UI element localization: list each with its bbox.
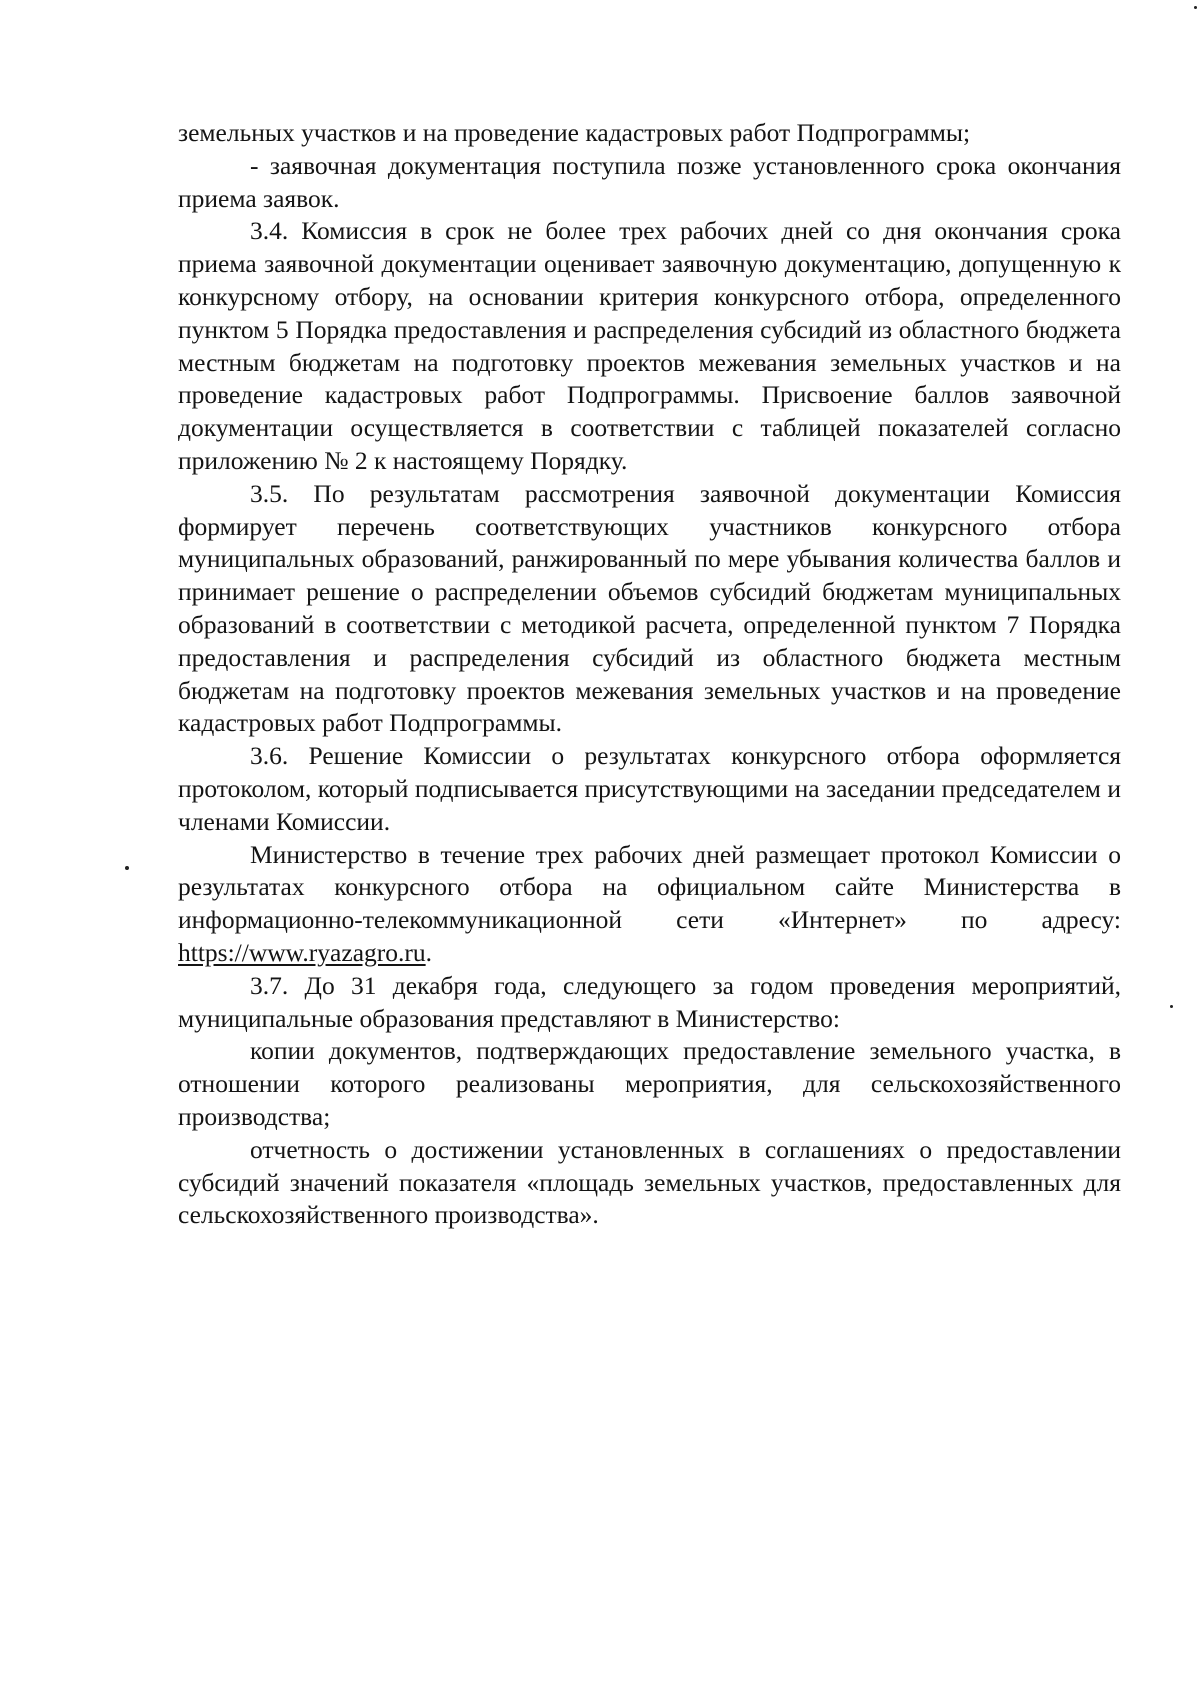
paragraph-continuation: земельных участков и на проведение кадастровых работ Подпрограммы;: [178, 118, 971, 147]
paragraph-late-submission: - заявочная документация поступила позже установленного срока окончания приема заявок.: [178, 150, 1121, 213]
paragraph-3-5: 3.5. По результатам рассмотрения заявочной документации Комиссия формирует перечень соответствующих участников конкурсного отбора муниципальных образований, ранжированный по мере убывания количества баллов и принимает решение о распределении объемов субсидий бюджетам муниципальных образований в соответствии с методикой расчета, определенной пунктом 7 Порядка предоставления и распределения субсидий из областного бюджета местным бюджетам на подготовку проектов межевания земельных участков и на проведение кадастровых работ Подпрограммы.: [178, 478, 1121, 738]
scan-artifact-dot: [125, 866, 129, 870]
scan-artifact-dot: [1194, 6, 1197, 9]
document-body: [178, 117, 1121, 1232]
scan-artifact-dot: [1170, 1005, 1173, 1008]
ministry-website-link[interactable]: https://www.ryazagro.ru: [178, 937, 426, 967]
paragraph-3-4: 3.4. Комиссия в срок не более трех рабочих дней со дня окончания срока приема заявочной документации оценивает заявочную документацию, допущенную к конкурсному отбору, на основании критерия конкурсного отбора, определенного пунктом 5 Порядка предоставления и распределения субсидий из областного бюджета местным бюджетам на подготовку проектов межевания земельных участков и на проведение кадастровых работ Подпрограммы. Присвоение баллов заявочной документации осуществляется в соответствии с таблицей показателей согласно приложению № 2 к настоящему Порядку.: [178, 216, 1121, 475]
paragraph-reporting: отчетность о достижении установленных в соглашениях о предоставлении субсидий значений показателя «площадь земельных участков, предоставленных для сельскохозяйственного производства».: [178, 1134, 1121, 1230]
paragraph-land-documents: копии документов, подтверждающих предоставление земельного участка, в отношении которого реализованы мероприятия, для сельскохозяйственного производства;: [178, 1036, 1121, 1131]
ministry-text: Министерство в течение трех рабочих дней размещает протокол Комиссии о результатах конкурсного отбора на официальном сайте Министерства в информационно-телекоммуникационной сети «Интернет» по адресу:: [178, 839, 1121, 935]
ministry-text-end: .: [425, 937, 432, 967]
paragraph-ministry-protocol: [178, 839, 1121, 970]
paragraph-3-7: 3.7. До 31 декабря года, следующего за годом проведения мероприятий, муниципальные образования представляют в Министерство:: [178, 970, 1121, 1033]
paragraph-3-6: 3.6. Решение Комиссии о результатах конкурсного отбора оформляется протоколом, который подписывается присутствующими на заседании председателем и членами Комиссии.: [178, 741, 1121, 836]
